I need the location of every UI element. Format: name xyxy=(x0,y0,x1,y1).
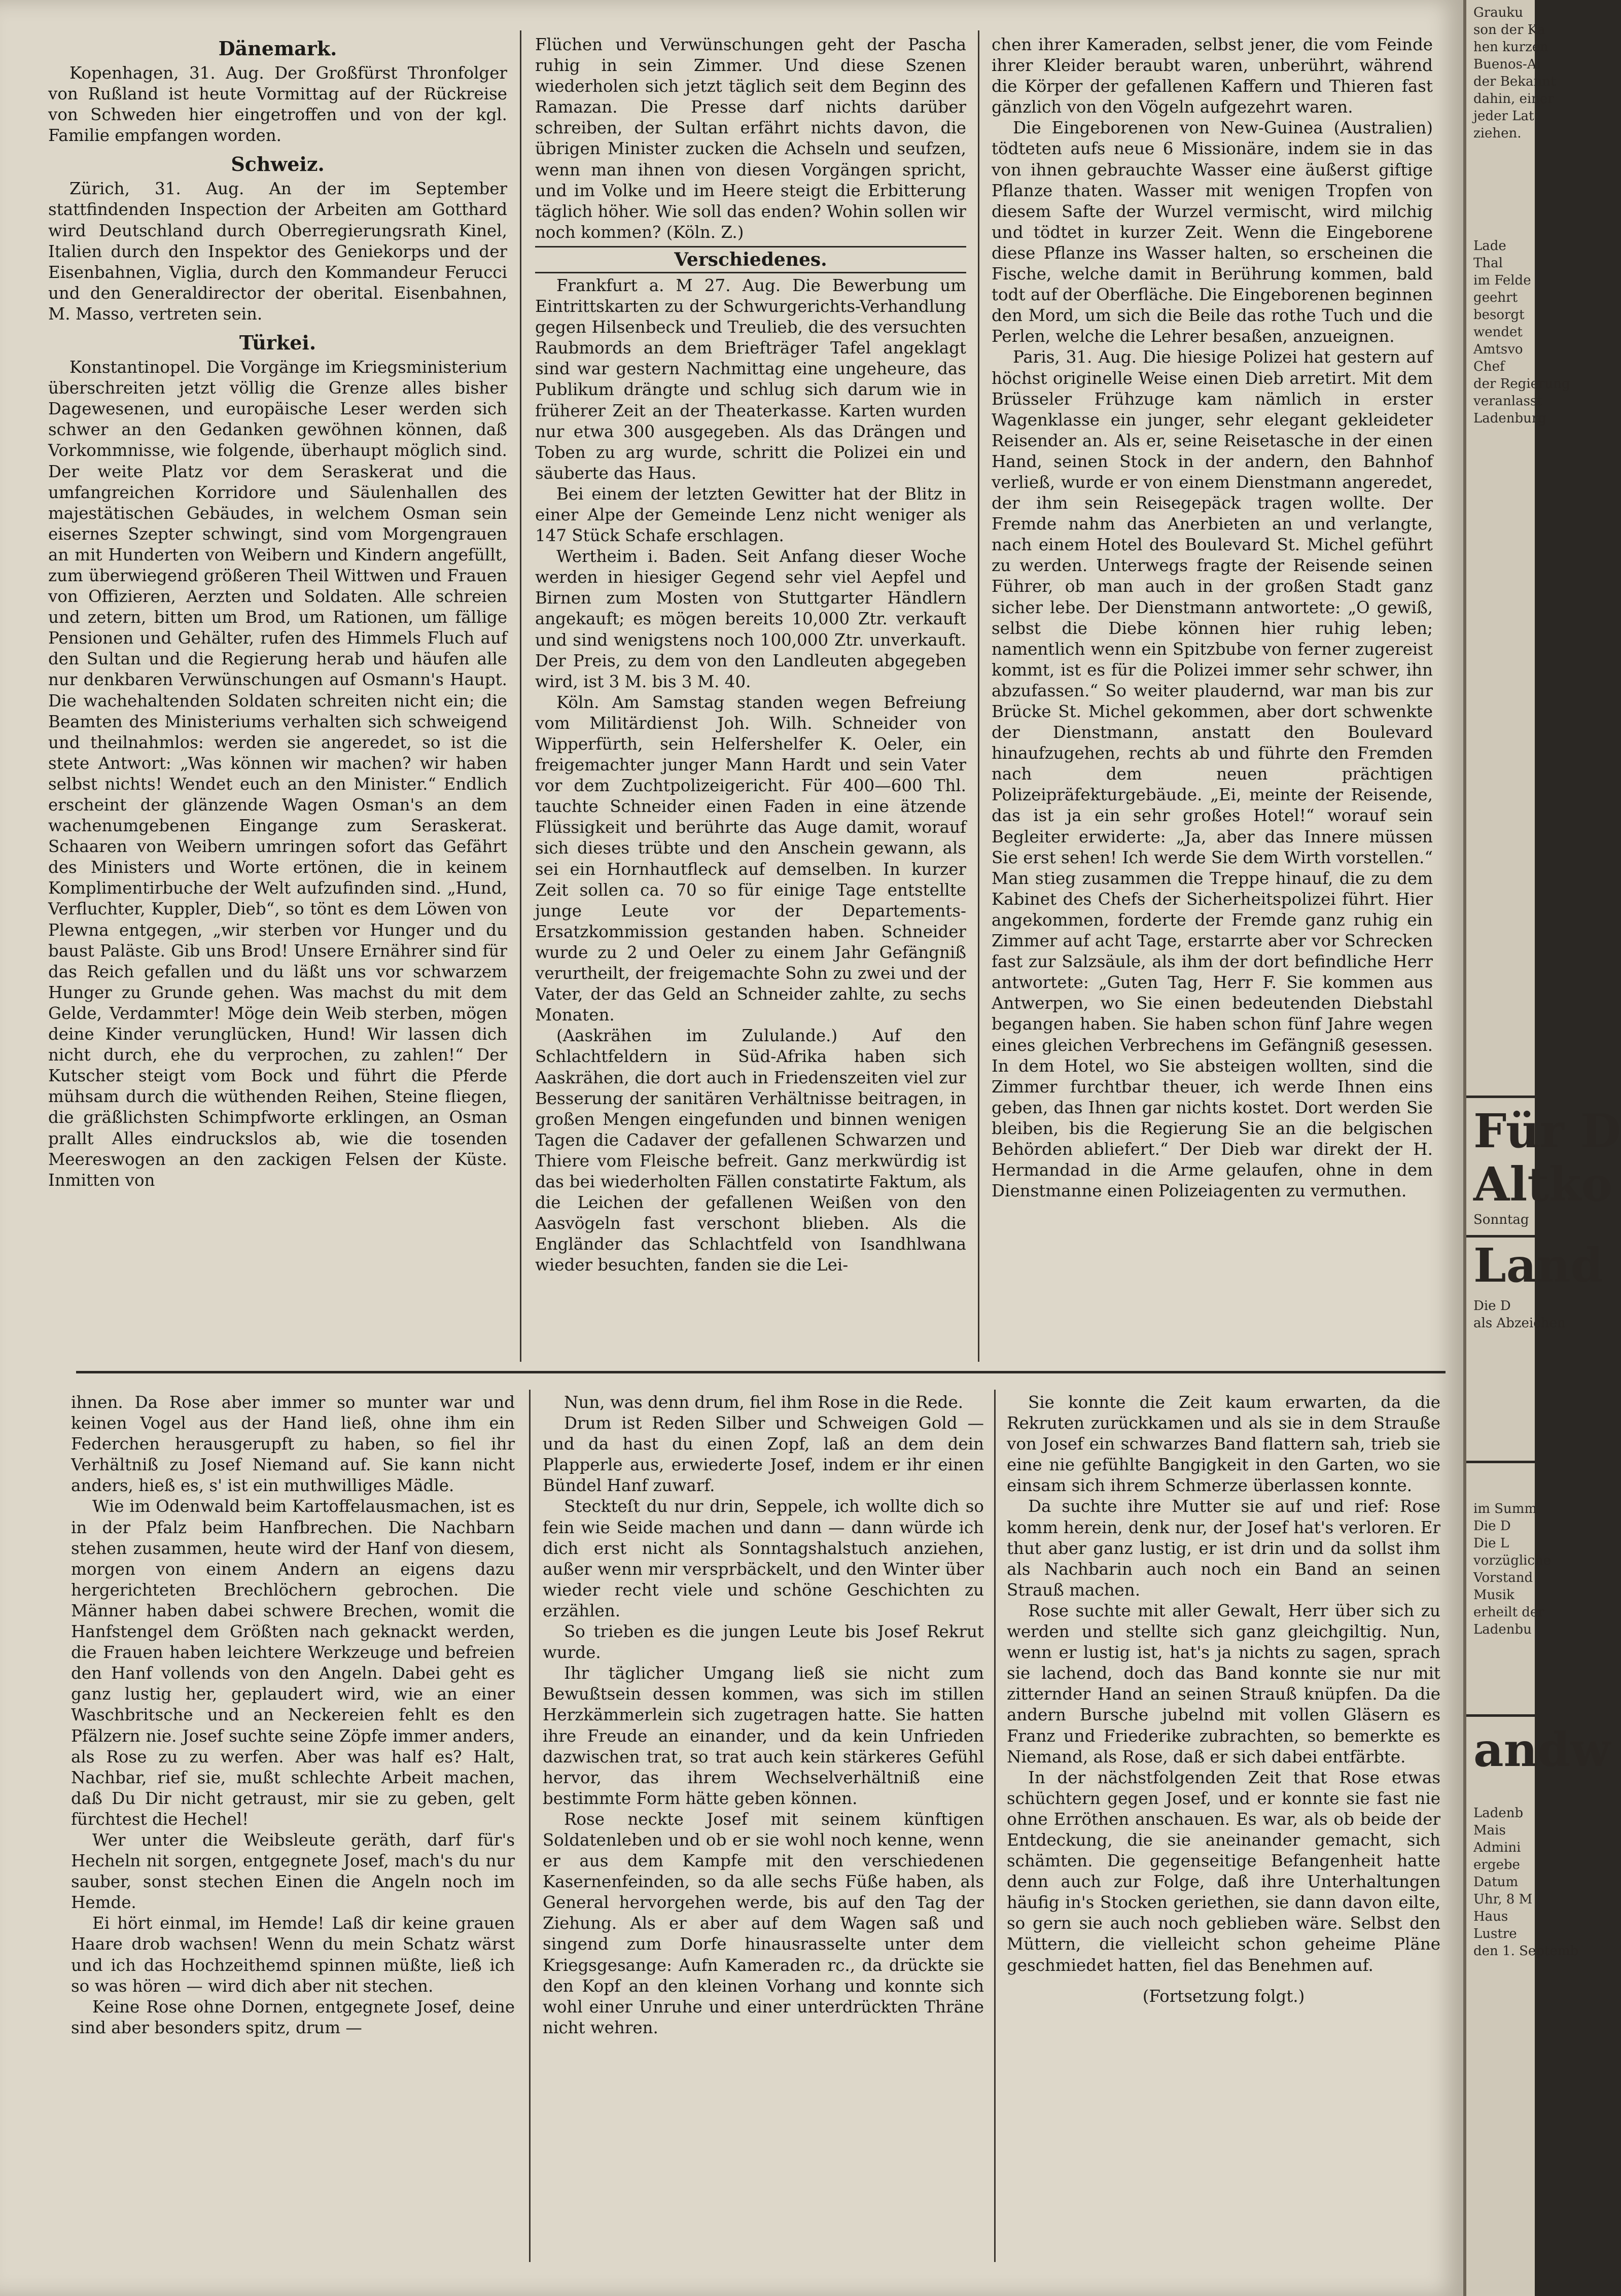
story-text: Ihr täglicher Umgang ließ sie nicht zum Bewußtsein dessen kommen, was sich im stillen Herzkämmerlein sich zugetragen hatte. Sie hatten ihre Freude an einander, und da kein Unfrieden dazwischen trat, so trat auch kein stärkeres Gefühl hervor, das ihrem Wechselverhältniß eine bestimmte Form hätte geben können. xyxy=(543,1664,984,1808)
adjacent-text-fragment: ziehen. xyxy=(1473,126,1522,141)
adjacent-text-fragment: hen kurzen xyxy=(1473,40,1548,55)
adjacent-text-fragment: im Summ xyxy=(1473,1501,1537,1516)
adjacent-text-fragment: son der Ka xyxy=(1473,22,1545,38)
article-text: Bei einem der letzten Gewitter hat der Blitz in einer Alpe der Gemeinde Lenz nicht weniger als 147 Stück Schafe erschlagen. xyxy=(535,484,966,546)
story-text: So trieben es die jungen Leute bis Josef Rekrut wurde. xyxy=(543,1622,984,1663)
edge-rule xyxy=(1466,1461,1535,1463)
column-news-misc xyxy=(535,34,966,1361)
section-heading: Schweiz. xyxy=(231,153,325,176)
adjacent-text-fragment: Haus xyxy=(1473,1909,1508,1924)
column-rule xyxy=(529,1390,531,2262)
article-text: Konstantinopel. Die Vorgänge im Kriegsministerium überschreiten jetzt völlig die Grenze alles bisher Dagewesenen, und europäische Leser werden sich schwer an den Gedanken gewöhnen können, daß Vorkommnisse, wie folgende, überhaupt möglich sind. Der weite Platz vor dem Seraskerat und die umfangreichen Korridore und Säulenhallen des majestätischen Gebäudes, in welchem Osman sein eisernes Szepter schwingt, sind vom Morgengrauen an mit Hunderten von Weibern und Kindern angefüllt, zum überwiegend größeren Theil Wittwen und Frauen von Offizieren, Aerzten und Soldaten. Alle schreien und zetern, bitten um Brod, um Rationen, um fällige Pensionen und Gehälter, rufen des Himmels Fluch auf den Sultan und die Regierung herab und häufen alle nur denkbaren Verwünschungen auf Osmann's Haupt. Die wachehaltenden Soldaten schreiten nicht ein; die Beamten des Ministeriums verhalten sich schweigend und theilnahmlos: werden sie angeredet, so ist die stete Antwort: „Was können wir machen? wir haben selbst nichts! Wendet euch an den Minister.“ Endlich erscheint der glänzende Wagen Osman's an dem wachenumgebenen Eingange zum Seraskerat. Schaaren von Weibern umringen sofort das Gefährt des Ministers und Worte ertönen, die in keinem Komplimentirbuche der Welt aufzufinden sind. „Hund, Verfluchter, Kuppler, Dieb“, so tönt es dem Löwen von Plewna entgegen, „wir sterben vor Hunger und du baust Paläste. Gib uns Brod! Unsere Ernährer sind für das Reich gefallen und du läßt uns vor schwarzem Hunger zu Grunde gehen. Was machst du mit dem Gelde, Verdammter! Möge dein Weib sterben, mögen deine Kinder verunglücken, Hund! Wir lassen dich nicht durch, ehe du verprochen, zu zahlen!“ Der Kutscher steigt vom Bock und führt die Pferde mühsam durch die wüthenden Reihen, Steine fliegen, die gräßlichsten Schimpfworte erklingen, an Osman prallt Alles eindruckslos ab, wie die tosenden Meereswogen an den zackigen Felsen der Küste. Inmitten von xyxy=(48,358,507,1190)
article-text: Zürich, 31. Aug. An der im September stattfindenden Inspection der Arbeiten am Gotthard wird Deutschland durch Oberregierungsrath Kinel, Italien durch den Inspektor des Geniekorps und der Eisenbahnen, Viglia, durch den Kommandeur Ferucci und den Generaldirector der oberital. Eisenbahnen, M. Masso, vertreten sein. xyxy=(48,179,507,324)
column-feuilleton-3 xyxy=(1007,1392,1440,2254)
adjacent-text-fragment: im Felde xyxy=(1473,273,1531,288)
adjacent-text-fragment: als Abzeichen xyxy=(1473,1316,1566,1331)
feuilleton-divider xyxy=(76,1371,1446,1373)
adjacent-text-fragment: Land xyxy=(1473,1238,1603,1293)
adjacent-text-fragment: Die D xyxy=(1473,1298,1511,1314)
adjacent-text-fragment: Thal xyxy=(1473,256,1503,271)
column-feuilleton-2 xyxy=(543,1392,984,2254)
story-text: Rose neckte Josef mit seinem künftigen Soldatenleben und ob er sie wohl noch kenne, wenn er aus dem Kampfe mit den verschiedenen Kasernenfeinden, so da alle sechs Füße haben, als General hervorgehen werde, bis auf den Tag der Ziehung. Als er aber auf dem Wagen saß und singend zum Dorfe hinausrasselte unter dem Kriegsgesange: Aufn Kameraden rc., da drückte sie den Kopf an den kleinen Vorhang und konnte sich wohl einer Unruhe und einer unterdrückten Thräne nicht wehren. xyxy=(543,1809,984,2037)
adjacent-text-fragment: Lustre xyxy=(1473,1926,1517,1941)
column-rule xyxy=(994,1390,996,2262)
adjacent-text-fragment: geehrt xyxy=(1473,290,1518,305)
story-text: Wie im Odenwald beim Kartoffelausmachen, ist es in der Pfalz beim Hanfbrechen. Die Nachbarn stehen zusammen, heute wird der Hanf von diesem, morgen von einem Andern an eigens dazu hergerichteten Brechlöchern gebrochen. Die Männer haben dabei schwere Brechen, womit die Hanfstengel dem Größten nach geknackt werden, die Frauen haben leichtere Werkzeuge und befreien den Hanf vollends von den Angeln. Dabei geht es ganz lustig her, geplaudert wird, wie an einer Waschbritsche und an Neckereien fehlt es den Pfälzern nie. Josef suchte seine Zöpfe immer anders, als Rose zu zu werfen. Aber was half es? Halt, Nachbar, rief sie, mußt schlechte Arbeit machen, daß Du Dir nicht getraust, mir sie zu geben, gelt fürchtest die Hechel! xyxy=(71,1497,515,1829)
adjacent-text-fragment: Buenos-Ai xyxy=(1473,57,1541,72)
story-text: Rose suchte mit aller Gewalt, Herr über sich zu werden und stellte sich ganz gleichgiltig. Nun, wenn er lustig ist, hat's ja nichts zu sagen, sprach sie lachend, doch das Band konnte sie nur mit zitternder Hand an seinen Strauß knüpfen. Da die andern Bursche jubelnd mit vollen Gläsern es Franz und Friederike zubrachten, so bemerkte es Niemand, als Rose, daß er sich dabei entfärbte. xyxy=(1007,1601,1440,1767)
column-news-foreign xyxy=(48,34,507,1361)
story-text: Steckteſt du nur drin, Seppele, ich wollte dich so fein wie Seide machen und dann — dann würde ich dich erst nicht als Sonntagshalstuch anziehen, außer wenn mir versprbäckelt, und den Winter über wieder recht viele und schöne Geschichten zu erzählen. xyxy=(543,1497,984,1620)
edge-rule xyxy=(1466,1096,1535,1098)
adjacent-text-fragment: Vorstand xyxy=(1473,1570,1533,1585)
adjacent-text-fragment: Ladenbu xyxy=(1473,1622,1532,1637)
section-heading: Dänemark. xyxy=(218,37,337,60)
adjacent-text-fragment: Grauku xyxy=(1473,5,1523,20)
edge-rule xyxy=(1466,1714,1535,1717)
adjacent-text-fragment: erheilt der xyxy=(1473,1605,1544,1620)
column-news-misc-cont xyxy=(992,34,1433,1361)
adjacent-text-fragment: jeder Lat xyxy=(1473,109,1534,124)
adjacent-text-fragment: dahin, einer xyxy=(1473,91,1554,107)
adjacent-text-fragment: besorgt xyxy=(1473,307,1525,323)
adjacent-text-fragment: Sonntag xyxy=(1473,1212,1529,1227)
adjacent-text-fragment: Altko xyxy=(1473,1157,1612,1212)
adjacent-text-fragment: Lade xyxy=(1473,238,1506,254)
column-feuilleton-1 xyxy=(71,1392,515,2254)
adjacent-text-fragment: Datum xyxy=(1473,1875,1519,1890)
adjacent-text-fragment: wendet xyxy=(1473,325,1523,340)
adjacent-text-fragment: Chef xyxy=(1473,359,1505,374)
adjacent-text-fragment: andw xyxy=(1473,1722,1611,1777)
story-text: Wer unter die Weibsleute geräth, darf für's Hecheln nit sorgen, entgegnete Josef, mach's du nur sauber, sonst stechen Einen die Angeln noch im Hemde. xyxy=(71,1830,515,1913)
adjacent-text-fragment: Ladenb xyxy=(1473,1806,1524,1821)
story-text: Nun, was denn drum, fiel ihm Rose in die Rede. xyxy=(564,1393,964,1412)
article-text: Frankfurt a. M 27. Aug. Die Bewerbung um Eintrittskarten zu der Schwurgerichts-Verhandlung gegen Hilsenbeck und Treulieb, die des versuchten Raubmords an dem Briefträger Tafel angeklagt sind war gestern Nachmittag eine ungeheure, das Publikum drängte und schlug sich darum wie in früherer Zeit an der Theaterkasse. Karten wurden nur etwa 300 ausgegeben. Als das Drängen und Toben zu arg wurde, schritt die Polizei ein und säuberte das Haus. xyxy=(535,275,966,483)
story-text: ihnen. Da Rose aber immer so munter war und keinen Vogel aus der Hand ließ, ohne ihm ein Federchen herausgerupft zu haben, so fiel ihr Verhältniß zu Josef Niemand auf. Sie kann nicht anders, hieß es, s' ist ein muthwilliges Mädle. xyxy=(71,1393,515,1496)
article-text: Paris, 31. Aug. Die hiesige Polizei hat gestern auf höchst originelle Weise einen Dieb arretirt. Mit dem Brüsseler Frühzuge kam nämlich in erster Wagenklasse ein junger, sehr elegant gekleideter Reisender an. Als er, seine Reisetasche in der einen Hand, seinen Stock in der andern, den Bahnhof verließ, wurde er von einem Dienstmann angeredet, der ihm sein Reisegepäck tragen wollte. Der Fremde nahm das Anerbieten an und verlangte, nach einem Hotel des Boulevard St. Michel geführt zu werden. Unterwegs fragte der Reisende seinen Führer, ob man auch in der großen Stadt ganz sicher lebe. Der Dienstmann antwortete: „O gewiß, selbst die Diebe können hier ruhig leben; namentlich wenn ein Spitzbube von ferner zugereist kommt, ist es für die Polizei immer sehr schwer, ihn abzufassen.“ So weiter plaudernd, war man bis zur Brücke St. Michel gekommen, aber dort schwenkte der Dienstmann, anstatt den Boulevard hinaufzugehen, rechts ab und führte den Fremden nach dem neuen prächtigen Polizeipräfekturgebäude. „Ei, meinte der Reisende, das ist ja ein sehr großes Hotel!“ worauf sein Begleiter erwiderte: „Ja, aber das Innere müssen Sie erst sehen! Ich werde Sie dem Wirth vorstellen.“ Man stieg zusammen die Treppe hinauf, die zu dem Kabinet des Chefs der Sicherheitspolizei führt. Hier angekommen, forderte der Fremde ganz ruhig ein Zimmer auf acht Tage, erstarrte aber vor Schrecken fast zur Salzsäule, als ihm der dort befindliche Herr antwortete: „Guten Tag, Herr F. Sie kommen aus Antwerpen, wo Sie einen bedeutenden Diebstahl begangen haben. Sie haben schon fünf Jahre wegen eines gleichen Verbrechens im Gefängniß gesessen. In dem Hotel, wo Sie absteigen wollten, sind die Zimmer furchtbar theuer, ich werde Ihnen eins geben, das Ihnen gar nichts kostet. Dort werden Sie bleiben, bis die Regierung Sie an die belgischen Behörden abliefert.“ Der Dieb war direkt der H. Hermandad in die Arme gelaufen, ohne in dem Dienstmanne einen Polizeiagenten zu vermuthen. xyxy=(992,347,1433,1201)
adjacent-text-fragment: Die D xyxy=(1473,1518,1511,1534)
adjacent-text-fragment: veranlasst xyxy=(1473,394,1542,409)
story-text: Keine Rose ohne Dornen, entgegnete Josef, deine sind aber besonders spitz, drum — xyxy=(71,1997,515,2037)
adjacent-page-edge xyxy=(1463,0,1621,2296)
adjacent-text-fragment: Mais xyxy=(1473,1823,1506,1838)
edge-rule xyxy=(1466,1235,1535,1238)
article-text: Wertheim i. Baden. Seit Anfang dieser Woche werden in hiesiger Gegend sehr viel Aepfel und Birnen zum Mosten von Stuttgarter Händlern angekauft; es mögen bereits 10,000 Ztr. verkauft und sind wenigstens noch 100,000 Ztr. unverkauft. Der Preis, zu dem von den Landleuten abgegeben wird, ist 3 M. bis 3 M. 40. xyxy=(535,547,966,691)
article-text: Kopenhagen, 31. Aug. Der Großfürst Thronfolger von Rußland ist heute Vormittag auf der Rückreise von Schweden hier eingetroffen und von der kgl. Familie empfangen worden. xyxy=(48,63,507,146)
adjacent-text-fragment: Amtsvo xyxy=(1473,342,1523,357)
adjacent-text-fragment: vorzügliche xyxy=(1473,1553,1552,1568)
column-rule xyxy=(978,30,979,1362)
section-heading: Verschiedenes. xyxy=(535,246,966,273)
adjacent-text-fragment: Für D xyxy=(1473,1104,1621,1158)
article-text: (Aaskrähen im Zululande.) Auf den Schlachtfeldern in Süd-Afrika haben sich Aaskrähen, die dort auch in Friedenszeiten viel zur Besserung der sanitären Verhältnisse beitragen, in großen Mengen eingefunden und binnen wenigen Tagen die Cadaver der gefallenen Schwarzen und Thiere vom Fleische befreit. Ganz merkwürdig ist das bei wiederholten Fällen constatirte Faktum, als die Leichen der gefallenen Weißen von den Aasvögeln fast verschont blieben. Als die Engländer das Schlachtfeld von Isandhlwana wieder besuchten, fanden sie die Lei- xyxy=(535,1026,966,1275)
adjacent-text-fragment: Ladenburg xyxy=(1473,411,1547,426)
adjacent-text-fragment: Die L xyxy=(1473,1536,1509,1551)
story-text: Da suchte ihre Mutter sie auf und rief: Rose komm herein, denk nur, der Josef hat's verloren. Er thut aber ganz lustig, er ist drin und da sollst ihm als Nachbarin auch noch ein Band an seinen Strauß machen. xyxy=(1007,1497,1440,1600)
article-text: Köln. Am Samstag standen wegen Befreiung vom Militärdienst Joh. Wilh. Schneider von Wipperfürth, sein Helfershelfer K. Oeler, ein freigemachter junger Mann Hardt und sein Vater vor dem Zuchtpolizeigericht. Für 400—600 Thl. tauchte Schneider einen Faden in eine ätzende Flüssigkeit und berührte das Auge damit, worauf sich dieses trübte und den Anschein gewann, als sei ein Hornhautfleck auf demselben. In kurzer Zeit sollen ca. 70 so für einige Tage entstellte junge Leute vor der Departements-Ersatzkommission gestanden haben. Schneider wurde zu 2 und Oeler zu einem Jahr Gefängniß verurtheilt, der freigemachte Sohn zu zwei und der Vater, der das Geld an Schneider zahlte, zu sechs Monaten. xyxy=(535,692,966,1025)
article-text: chen ihrer Kameraden, selbst jener, die vom Feinde ihrer Kleider beraubt waren, unberührt, während die Körper der gefallenen Kaffern und Thieren fast gänzlich von den Vögeln aufgezehrt waren. xyxy=(992,35,1433,117)
article-text: Die Eingeborenen von New-Guinea (Australien) tödteten aufs neue 6 Missionäre, indem sie in das von ihnen gebrauchte Wasser eine äußerst giftige Pflanze thaten. Wasser mit wenigen Tropfen von diesem Safte der Wurzel vermischt, wird milchig und tödtet in kurzer Zeit. Wenn die Eingeborene diese Pflanze ins Wasser halten, so erscheinen die Fische, welche damit in Berührung kommen, bald todt auf der Oberfläche. Die Eingeborenen beginnen den Mord, um sich die Beile das rothe Tuch und die Perlen, welche die Lehrer besaßen, anzueignen. xyxy=(992,118,1433,346)
adjacent-text-fragment: Musik xyxy=(1473,1587,1514,1603)
story-text: Ei hört einmal, im Hemde! Laß dir keine grauen Haare drob wachsen! Wenn du mein Schatz wärst und ich das Hochzeithemd spinnen müßte, ließ ich so was hören — wird dich aber nit stechen. xyxy=(71,1914,515,1996)
adjacent-text-fragment: den 1. Septemb xyxy=(1473,1944,1579,1959)
story-text: In der nächstfolgenden Zeit that Rose etwas schüchtern gegen Josef, und er konnte sie fast nie ohne Erröthen anschauen. Es war, als ob beide der Entdeckung, die sie aneinander gemacht, sich schämten. Die gegenseitige Befangenheit hatte denn auch zur Folge, daß ihre Unterhaltungen häufig in's Stocken geriethen, sie dann davon eilte, so gern sie auch noch geblieben wäre. Selbst den Müttern, die vielleicht schon geheime Pläne geschmiedet hatten, fiel das Benehmen auf. xyxy=(1007,1768,1440,1975)
adjacent-text-fragment: ergebe xyxy=(1473,1857,1520,1873)
adjacent-text-fragment: der Bekannt xyxy=(1473,74,1556,89)
story-text: Drum ist Reden Silber und Schweigen Gold — und da hast du einen Zopf, laß an dem dein Plapperle aus, erwiederte Josef, indem er ihr einen Bündel Hanf zuwarf. xyxy=(543,1414,984,1496)
adjacent-text-fragment: der Regierung xyxy=(1473,376,1570,392)
article-text: Flüchen und Verwünschungen geht der Pascha ruhig in sein Zimmer. Und diese Szenen wiederholen sich jetzt täglich seit dem Beginn des Ramazan. Die Presse darf nichts darüber schreiben, der Sultan erfährt nichts davon, die übrigen Minister zucken die Achseln und seufzen, wenn man ihnen von diesen Vorgängen spricht, und im Volke und im Heere steigt die Erbitterung täglich höher. Wie soll das enden? Wohin sollen wir noch kommen? (Köln. Z.) xyxy=(535,35,966,242)
adjacent-text-fragment: Admini xyxy=(1473,1840,1521,1855)
continuation-note: (Fortsetzung folgt.) xyxy=(1142,1986,1305,2006)
section-heading: Türkei. xyxy=(239,331,316,355)
adjacent-text-fragment: Uhr, 8 M xyxy=(1473,1892,1533,1907)
column-rule xyxy=(520,30,521,1362)
story-text: Sie konnte die Zeit kaum erwarten, da die Rekruten zurückkamen und als sie in dem Strauße von Josef ein schwarzes Band flattern sah, trieb sie eine nie gefühlte Bangigkeit in den Garten, wo sie einsam sich ihrem Schmerze überlassen konnte. xyxy=(1007,1393,1440,1496)
